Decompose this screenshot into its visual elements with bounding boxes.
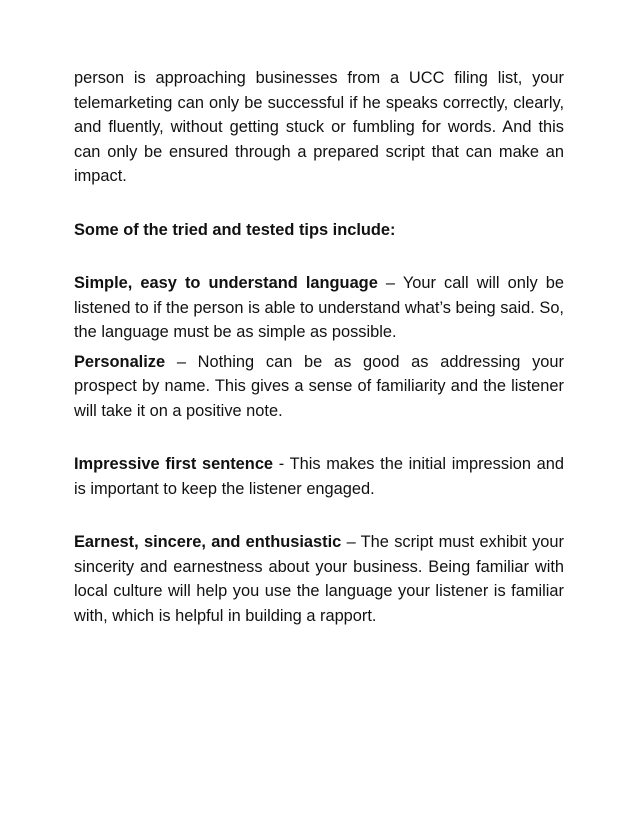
tip-separator: - xyxy=(273,455,290,473)
intro-paragraph: person is approaching businesses from a UCC filing list, your telemarketing can only be successful if he speaks correctly, clearly, and fluently, without getting stuck or fumbling for words. And this can only be ensured through a prepared script that can make an impact. xyxy=(74,69,564,185)
tip-title: Impressive first sentence xyxy=(74,455,274,473)
tip-paragraph-simple-language xyxy=(74,271,564,345)
tip-title: Earnest, sincere, and enthusiastic xyxy=(74,533,342,551)
tip-separator: – xyxy=(165,352,198,371)
tip-title: Personalize xyxy=(74,352,166,371)
tip-paragraph-first-sentence xyxy=(74,452,564,501)
tip-separator: – xyxy=(377,274,403,292)
tip-paragraph-personalize xyxy=(74,350,564,424)
tips-heading: Some of the tried and tested tips include: xyxy=(74,220,396,239)
document-page xyxy=(74,66,564,628)
tip-paragraph-earnest xyxy=(74,530,564,628)
tip-text: This makes the initial impression and is important to keep the listener engaged. xyxy=(74,455,564,498)
tip-text: Your call will only be listened to if the person is able to understand what’s being said. So, the language must be as simple as possible. xyxy=(74,274,564,341)
tip-title: Simple, easy to understand language xyxy=(74,274,378,292)
tip-separator: – xyxy=(341,533,361,551)
tip-text: Nothing can be as good as addressing your prospect by name. This gives a sense of familiarity and the listener will take it on a positive note. xyxy=(74,352,564,420)
tip-text: The script must exhibit your sincerity and earnestness about your business. Being familiar with local culture will help you use the language your listener is familiar with, which is helpful in building a rapport. xyxy=(74,533,564,625)
